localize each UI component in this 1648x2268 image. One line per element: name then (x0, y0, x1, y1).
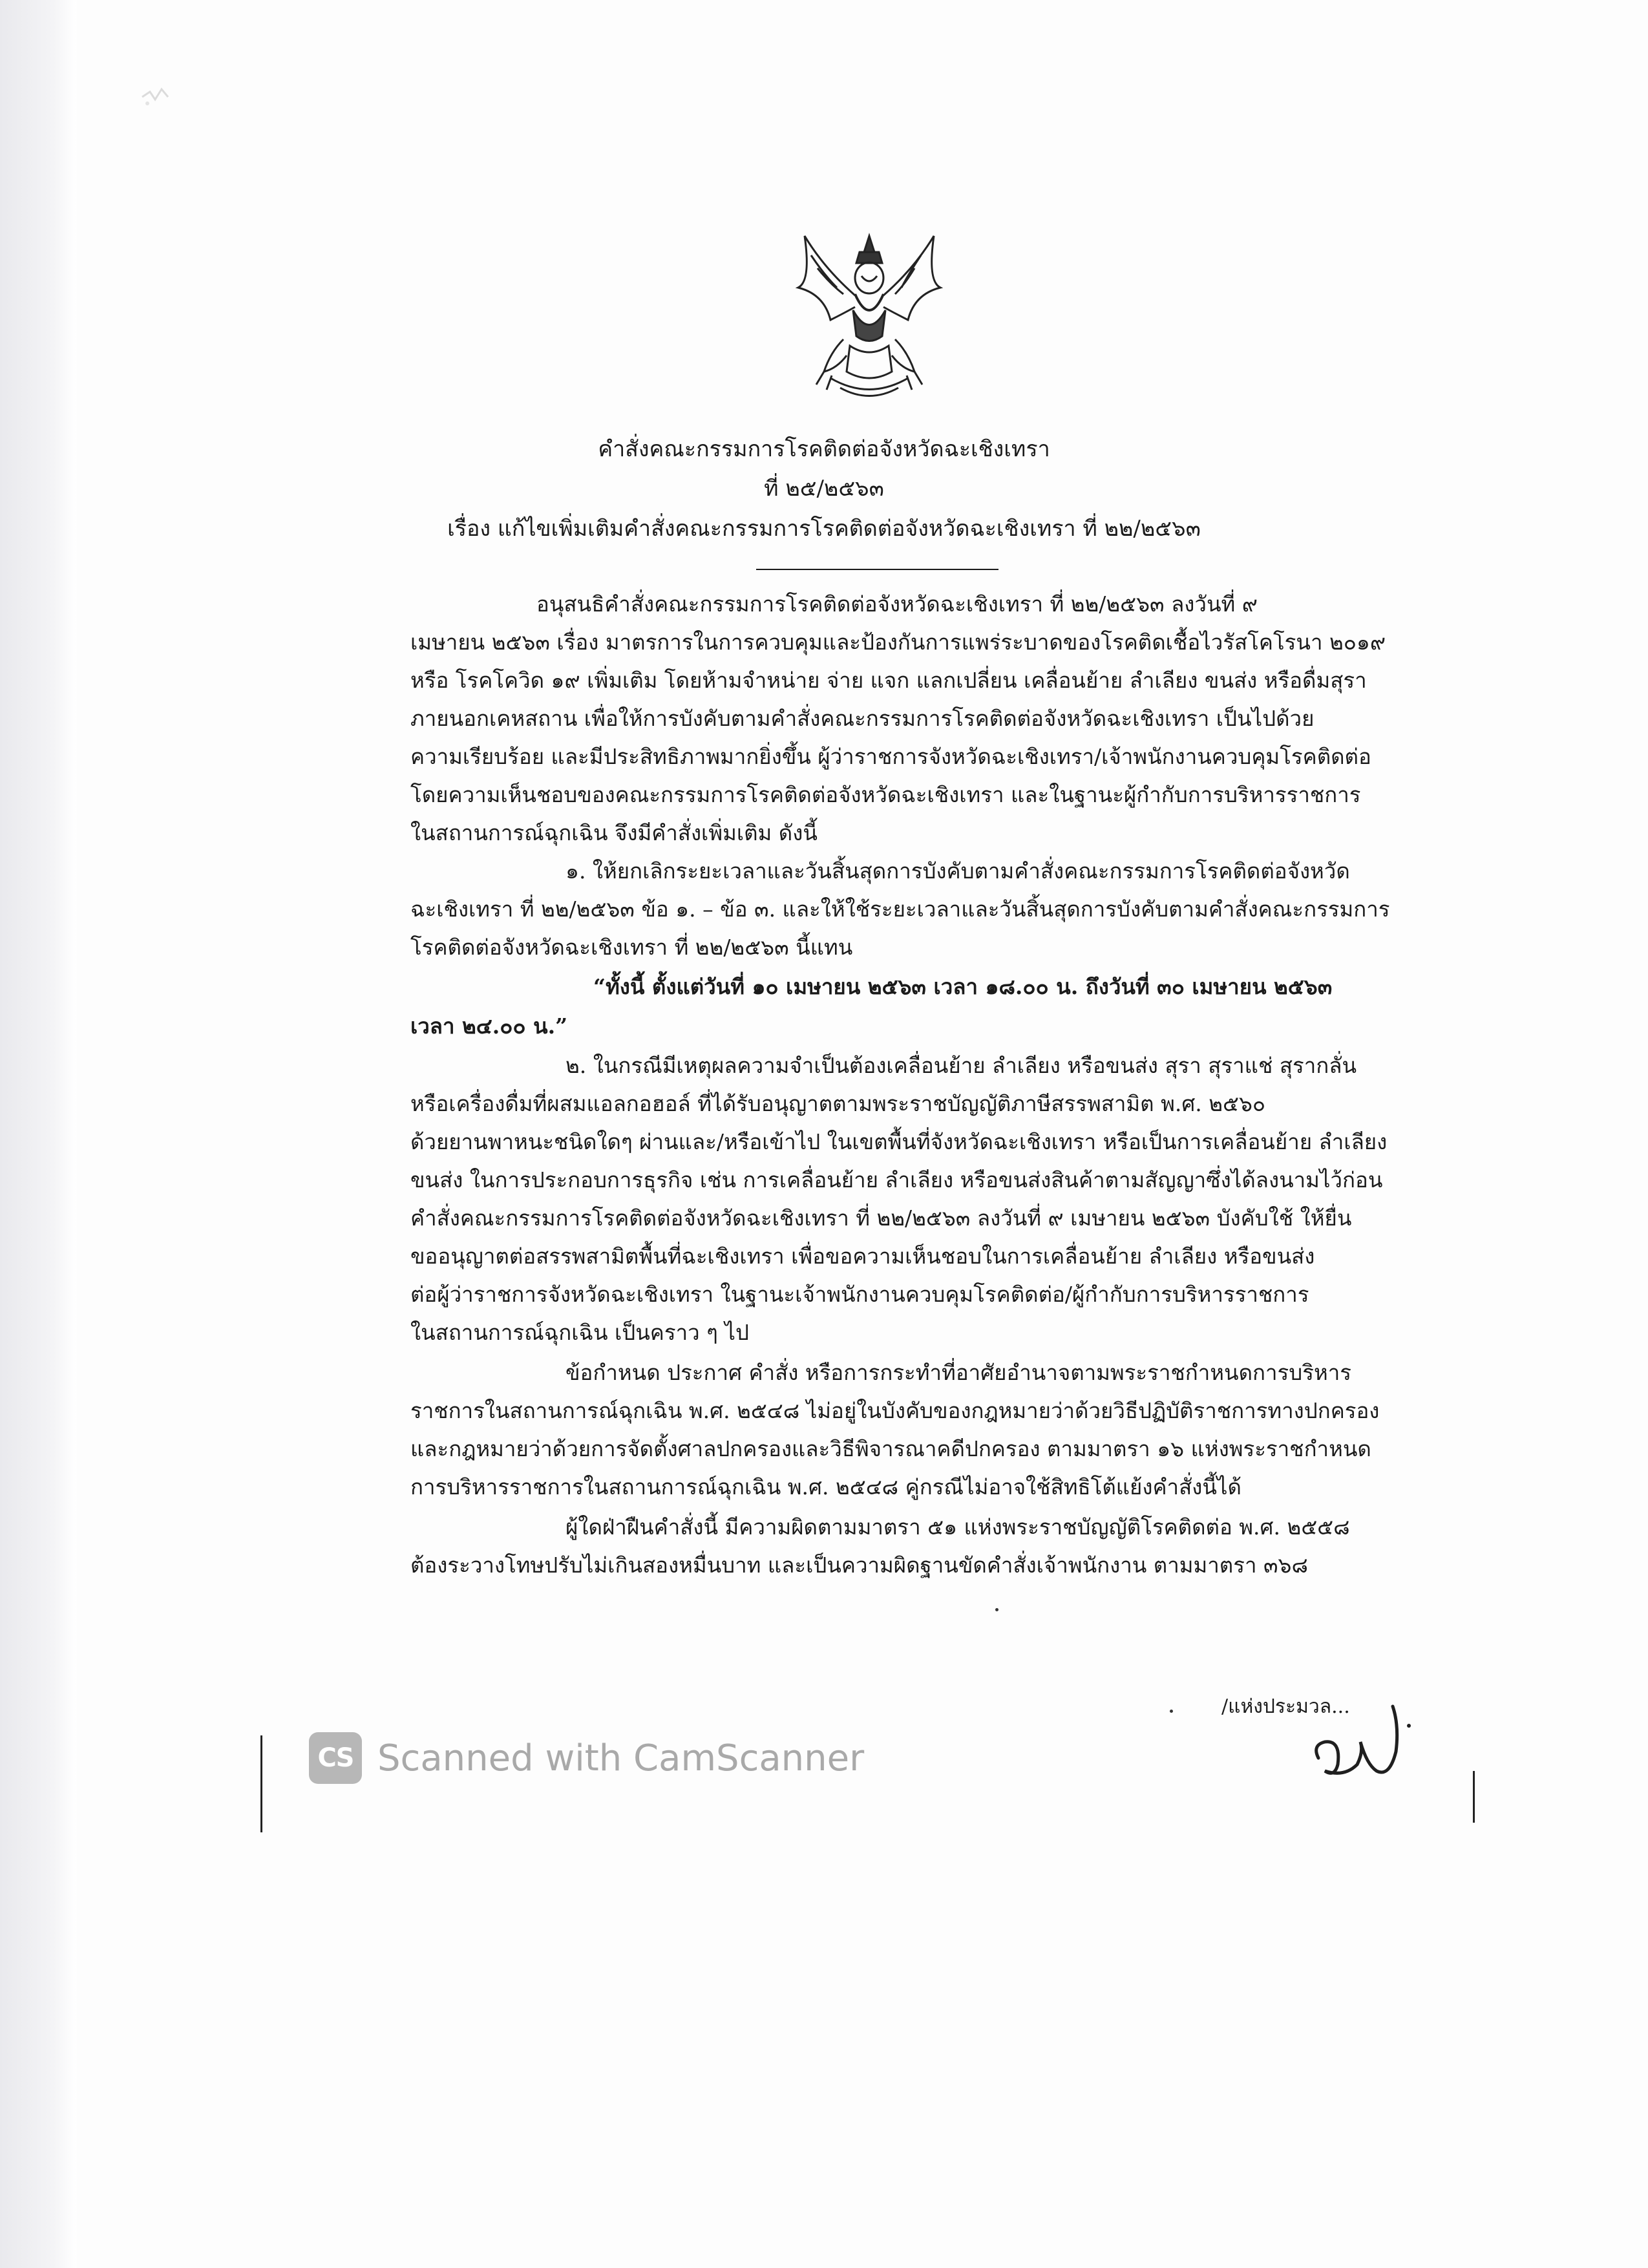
body-line: และกฎหมายว่าด้วยการจัดตั้งศาลปกครองและวิธีพิจารณาคดีปกครอง ตามมาตรา ๑๖ แห่งพระราชกำหนด (410, 1436, 1371, 1461)
body-line: โรคติดต่อจังหวัดฉะเชิงเทรา ที่ ๒๒/๒๕๖๓ นี้แทน (410, 935, 853, 960)
body-line: ขนส่ง ในการประกอบการธุรกิจ เช่น การเคลื่อนย้าย ลำเลียง หรือขนส่งสินค้าตามสัญญาซึ่งได้ลงนามไว้ก่อน (410, 1167, 1383, 1192)
effective-period-line: เวลา ๒๔.๐๐ น.” (410, 1013, 568, 1039)
header-divider (756, 569, 998, 570)
scan-speck (995, 1608, 998, 1611)
watermark-text: Scanned with CamScanner (377, 1737, 865, 1779)
effective-period-line: “ทั้งนี้ ตั้งแต่วันที่ ๑๐ เมษายน ๒๕๖๓ เวลา ๑๘.๐๐ น. ถึงวันที่ ๓๐ เมษายน ๒๕๖๓ (593, 974, 1333, 999)
body-line: ด้วยยานพาหนะชนิดใดๆ ผ่านและ/หรือเข้าไป ในเขตพื้นที่จังหวัดฉะเชิงเทรา หรือเป็นการเคลื่อนย้าย ลำเลียง (410, 1129, 1388, 1154)
body-line: โดยความเห็นชอบของคณะกรรมการโรคติดต่อจังหวัดฉะเชิงเทรา และในฐานะผู้กำกับการบริหารราชการ (410, 782, 1361, 807)
body-line: เมษายน ๒๕๖๓ เรื่อง มาตรการในการควบคุมและป้องกันการแพร่ระบาดของโรคติดเชื้อไวรัสโคโรนา ๒๐๑๙ (410, 630, 1386, 655)
body-line: คำสั่งคณะกรรมการโรคติดต่อจังหวัดฉะเชิงเทรา ที่ ๒๒/๒๕๖๓ ลงวันที่ ๙ เมษายน ๒๕๖๓ บังคับใช้ ให้ยื่น (410, 1205, 1352, 1231)
continued-on-next-page: /แห่งประมวล... (1221, 1695, 1350, 1718)
body-line: การบริหารราชการในสถานการณ์ฉุกเฉิน พ.ศ. ๒๕๔๘ คู่กรณีไม่อาจใช้สิทธิโต้แย้งคำสั่งนี้ได้ (410, 1474, 1241, 1500)
legal-provision-line: ข้อกำหนด ประกาศ คำสั่ง หรือการกระทำที่อาศัยอำนาจตามพระราชกำหนดการบริหาร (565, 1360, 1351, 1385)
garuda-emblem-icon (785, 223, 953, 404)
order-subject: เรื่อง แก้ไขเพิ่มเติมคำสั่งคณะกรรมการโรคติดต่อจังหวัดฉะเชิงเทรา ที่ ๒๒/๒๕๖๓ (447, 516, 1201, 542)
body-line: ต้องระวางโทษปรับไม่เกินสองหมื่นบาท และเป็นความผิดฐานขัดคำสั่งเจ้าพนักงาน ตามมาตรา ๓๖๘ (410, 1553, 1308, 1578)
body-line: ราชการในสถานการณ์ฉุกเฉิน พ.ศ. ๒๕๔๘ ไม่อยู่ในบังคับของกฎหมายว่าด้วยวิธีปฏิบัติราชการทางปกครอง (410, 1398, 1380, 1423)
body-line: ฉะเชิงเทรา ที่ ๒๒/๒๕๖๓ ข้อ ๑. – ข้อ ๓. และให้ใช้ระยะเวลาและวันสิ้นสุดการบังคับตามคำสั่งคณะกรรมการ (410, 896, 1390, 922)
penalty-line: ผู้ใดฝ่าฝืนคำสั่งนี้ มีความผิดตามมาตรา ๕๑ แห่งพระราชบัญญัติโรคติดต่อ พ.ศ. ๒๕๕๘ (565, 1514, 1350, 1540)
camscanner-logo-icon: CS (309, 1732, 362, 1784)
body-line: อนุสนธิคำสั่งคณะกรรมการโรคติดต่อจังหวัดฉะเชิงเทรา ที่ ๒๒/๒๕๖๓ ลงวันที่ ๙ (536, 591, 1258, 617)
body-line: ภายนอกเคหสถาน เพื่อให้การบังคับตามคำสั่งคณะกรรมการโรคติดต่อจังหวัดฉะเชิงเทรา เป็นไปด้วย (410, 706, 1315, 731)
scan-crop-mark (260, 1735, 262, 1832)
clause-1-line: ๑. ให้ยกเลิกระยะเวลาและวันสิ้นสุดการบังคับตามคำสั่งคณะกรรมการโรคติดต่อจังหวัด (565, 858, 1350, 884)
body-line: ในสถานการณ์ฉุกเฉิน จึงมีคำสั่งเพิ่มเติม ดังนี้ (410, 820, 818, 845)
body-line: หรือ โรคโควิด ๑๙ เพิ่มเติม โดยห้ามจำหน่าย จ่าย แจก แลกเปลี่ยน เคลื่อนย้าย ลำเลียง ขนส่ง หรือดื่มสุรา (410, 668, 1367, 693)
handwritten-signature (1305, 1680, 1435, 1797)
body-line: ความเรียบร้อย และมีประสิทธิภาพมากยิ่งขึ้น ผู้ว่าราชการจังหวัดฉะเชิงเทรา/เจ้าพนักงานควบคุมโรคติดต่อ (410, 744, 1371, 769)
scan-shadow (0, 0, 76, 2268)
body-line: หรือเครื่องดื่มที่ผสมแอลกอฮอล์ ที่ได้รับอนุญาตตามพระราชบัญญัติภาษีสรรพสามิต พ.ศ. ๒๕๖๐ (410, 1091, 1266, 1116)
paper-scuff-mark (136, 78, 174, 116)
order-number: ที่ ๒๕/๒๕๖๓ (764, 476, 884, 502)
body-line: ในสถานการณ์ฉุกเฉิน เป็นคราว ๆ ไป (410, 1320, 749, 1345)
camscanner-watermark (309, 1732, 864, 1784)
scan-speck (1170, 1710, 1173, 1713)
scan-crop-mark (1473, 1771, 1475, 1823)
clause-2-line: ๒. ในกรณีมีเหตุผลความจำเป็นต้องเคลื่อนย้าย ลำเลียง หรือขนส่ง สุรา สุราแช่ สุรากลั่น (565, 1053, 1357, 1078)
body-line: ต่อผู้ว่าราชการจังหวัดฉะเชิงเทรา ในฐานะเจ้าพนักงานควบคุมโรคติดต่อ/ผู้กำกับการบริหารราชการ (410, 1282, 1309, 1307)
order-title: คำสั่งคณะกรรมการโรคติดต่อจังหวัดฉะเชิงเทรา (598, 436, 1050, 462)
body-line: ขออนุญาตต่อสรรพสามิตพื้นที่ฉะเชิงเทรา เพื่อขอความเห็นชอบในการเคลื่อนย้าย ลำเลียง หรือขนส่ง (410, 1244, 1315, 1269)
